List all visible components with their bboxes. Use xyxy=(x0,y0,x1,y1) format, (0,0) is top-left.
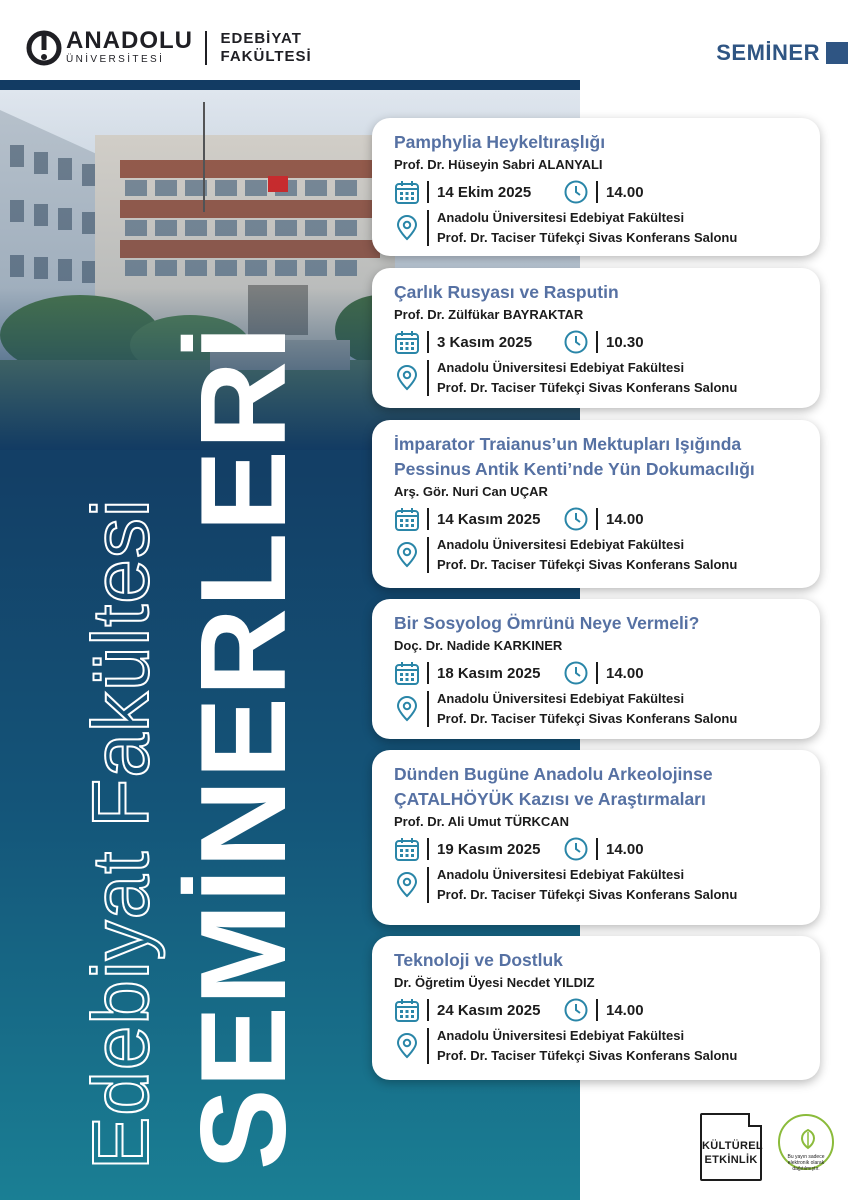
location-line-1: Anadolu Üniversitesi Edebiyat Fakültesi xyxy=(437,691,685,706)
divider xyxy=(427,360,429,396)
seminar-speaker: Doç. Dr. Nadide KARKINER xyxy=(394,638,563,653)
seminar-time: 10.30 xyxy=(606,333,644,351)
hero-title-line-2: SEMİNERLERİ xyxy=(175,325,311,1170)
divider xyxy=(596,838,598,860)
seminar-card[interactable] xyxy=(372,420,820,588)
clock-icon xyxy=(563,660,589,686)
calendar-icon xyxy=(394,660,420,686)
location-pin-icon xyxy=(394,215,420,241)
cultural-event-badge xyxy=(700,1113,762,1181)
seminar-card[interactable] xyxy=(372,599,820,739)
divider xyxy=(596,181,598,203)
seminar-speaker: Prof. Dr. Hüseyin Sabri ALANYALI xyxy=(394,157,603,172)
location-pin-icon xyxy=(394,365,420,391)
faculty-line-2: FAKÜLTESİ xyxy=(220,48,312,65)
clock-icon xyxy=(563,179,589,205)
eco-badge xyxy=(778,1114,834,1170)
divider xyxy=(596,999,598,1021)
clock-icon xyxy=(563,329,589,355)
divider xyxy=(427,691,429,727)
seminar-title: Dünden Bugüne Anadolu Arkeolojinse xyxy=(394,764,713,784)
divider xyxy=(596,662,598,684)
seminar-date: 18 Kasım 2025 xyxy=(437,664,541,682)
seminar-speaker: Prof. Dr. Zülfükar BAYRAKTAR xyxy=(394,307,584,322)
clock-icon xyxy=(563,836,589,862)
seminar-date: 24 Kasım 2025 xyxy=(437,1001,541,1019)
faculty-name xyxy=(221,30,312,66)
calendar-icon xyxy=(394,836,420,862)
leaf-icon xyxy=(798,1128,818,1150)
clock-icon xyxy=(563,997,589,1023)
seminar-date: 19 Kasım 2025 xyxy=(437,840,541,858)
university-logo[interactable] xyxy=(26,27,312,66)
divider xyxy=(427,999,429,1021)
seminar-date: 14 Ekim 2025 xyxy=(437,183,532,201)
location-line-2: Prof. Dr. Taciser Tüfekçi Sivas Konferans Salonu xyxy=(437,1048,738,1063)
seminar-card[interactable] xyxy=(372,268,820,408)
location-line-2: Prof. Dr. Taciser Tüfekçi Sivas Konferans Salonu xyxy=(437,711,738,726)
seminar-time: 14.00 xyxy=(606,510,644,528)
calendar-icon xyxy=(394,179,420,205)
divider xyxy=(427,181,429,203)
seminar-title: İmparator Traianus’un Mektupları Işığında xyxy=(394,434,742,454)
logo-divider xyxy=(205,31,207,65)
location-line-2: Prof. Dr. Taciser Tüfekçi Sivas Konferans Salonu xyxy=(437,887,738,902)
eco-badge-text: Bu yayın sadece elektronik olarak dağıtılmıştır. xyxy=(787,1154,825,1172)
location-line-1: Anadolu Üniversitesi Edebiyat Fakültesi xyxy=(437,360,685,375)
badge-line-1: KÜLTÜREL xyxy=(702,1140,763,1152)
divider xyxy=(596,331,598,353)
seminer-tag-label: SEMİNER xyxy=(716,40,820,65)
location-pin-icon xyxy=(394,872,420,898)
seminar-time: 14.00 xyxy=(606,1001,644,1019)
seminar-card[interactable] xyxy=(372,936,820,1080)
location-line-2: Prof. Dr. Taciser Tüfekçi Sivas Konferans Salonu xyxy=(437,230,738,245)
seminar-title-line-2: Pessinus Antik Kenti’nde Yün Dokumacılığı xyxy=(394,459,755,479)
seminar-title: Teknoloji ve Dostluk xyxy=(394,950,563,970)
seminar-title: Pamphylia Heykeltıraşlığı xyxy=(394,132,606,152)
seminar-speaker: Arş. Gör. Nuri Can UÇAR xyxy=(394,484,548,499)
divider xyxy=(427,838,429,860)
seminar-speaker: Dr. Öğretim Üyesi Necdet YILDIZ xyxy=(394,975,595,990)
university-emblem-icon xyxy=(26,30,62,66)
seminar-time: 14.00 xyxy=(606,664,644,682)
divider xyxy=(427,537,429,573)
seminer-tag-block xyxy=(826,42,848,64)
location-line-1: Anadolu Üniversitesi Edebiyat Fakültesi xyxy=(437,867,685,882)
seminar-speaker: Prof. Dr. Ali Umut TÜRKCAN xyxy=(394,814,570,829)
clock-icon xyxy=(563,506,589,532)
location-pin-icon xyxy=(394,542,420,568)
divider xyxy=(427,210,429,246)
seminar-title-line-2: ÇATALHÖYÜK Kazısı ve Araştırmaları xyxy=(394,789,706,809)
calendar-icon xyxy=(394,997,420,1023)
page-fold-icon xyxy=(748,1113,762,1127)
location-pin-icon xyxy=(394,1033,420,1059)
seminar-time: 14.00 xyxy=(606,183,644,201)
location-line-1: Anadolu Üniversitesi Edebiyat Fakültesi xyxy=(437,1028,685,1043)
divider xyxy=(427,508,429,530)
seminar-card[interactable] xyxy=(372,750,820,925)
divider xyxy=(427,662,429,684)
location-line-1: Anadolu Üniversitesi Edebiyat Fakültesi xyxy=(437,210,685,225)
divider xyxy=(596,508,598,530)
divider xyxy=(427,331,429,353)
calendar-icon xyxy=(394,329,420,355)
divider xyxy=(427,1028,429,1064)
seminar-title: Bir Sosyolog Ömrünü Neye Vermeli? xyxy=(394,613,700,633)
seminar-date: 3 Kasım 2025 xyxy=(437,333,533,351)
divider xyxy=(427,867,429,903)
hero-title-line-1: Edebiyat Fakültesi xyxy=(76,498,165,1170)
calendar-icon xyxy=(394,506,420,532)
location-pin-icon xyxy=(394,696,420,722)
location-line-1: Anadolu Üniversitesi Edebiyat Fakültesi xyxy=(437,537,685,552)
location-line-2: Prof. Dr. Taciser Tüfekçi Sivas Konferans Salonu xyxy=(437,557,738,572)
seminer-tag xyxy=(716,40,848,66)
seminar-date: 14 Kasım 2025 xyxy=(437,510,541,528)
seminar-title: Çarlık Rusyası ve Rasputin xyxy=(394,282,619,302)
logo-subtitle: ÜNİVERSİTESİ xyxy=(66,54,165,65)
seminar-card[interactable] xyxy=(372,118,820,256)
header xyxy=(0,0,848,80)
logo-name: ANADOLU xyxy=(66,27,193,54)
location-line-2: Prof. Dr. Taciser Tüfekçi Sivas Konferans Salonu xyxy=(437,380,738,395)
seminar-time: 14.00 xyxy=(606,840,644,858)
badge-line-2: ETKİNLİK xyxy=(704,1154,758,1166)
faculty-line-1: EDEBİYAT xyxy=(220,30,302,47)
